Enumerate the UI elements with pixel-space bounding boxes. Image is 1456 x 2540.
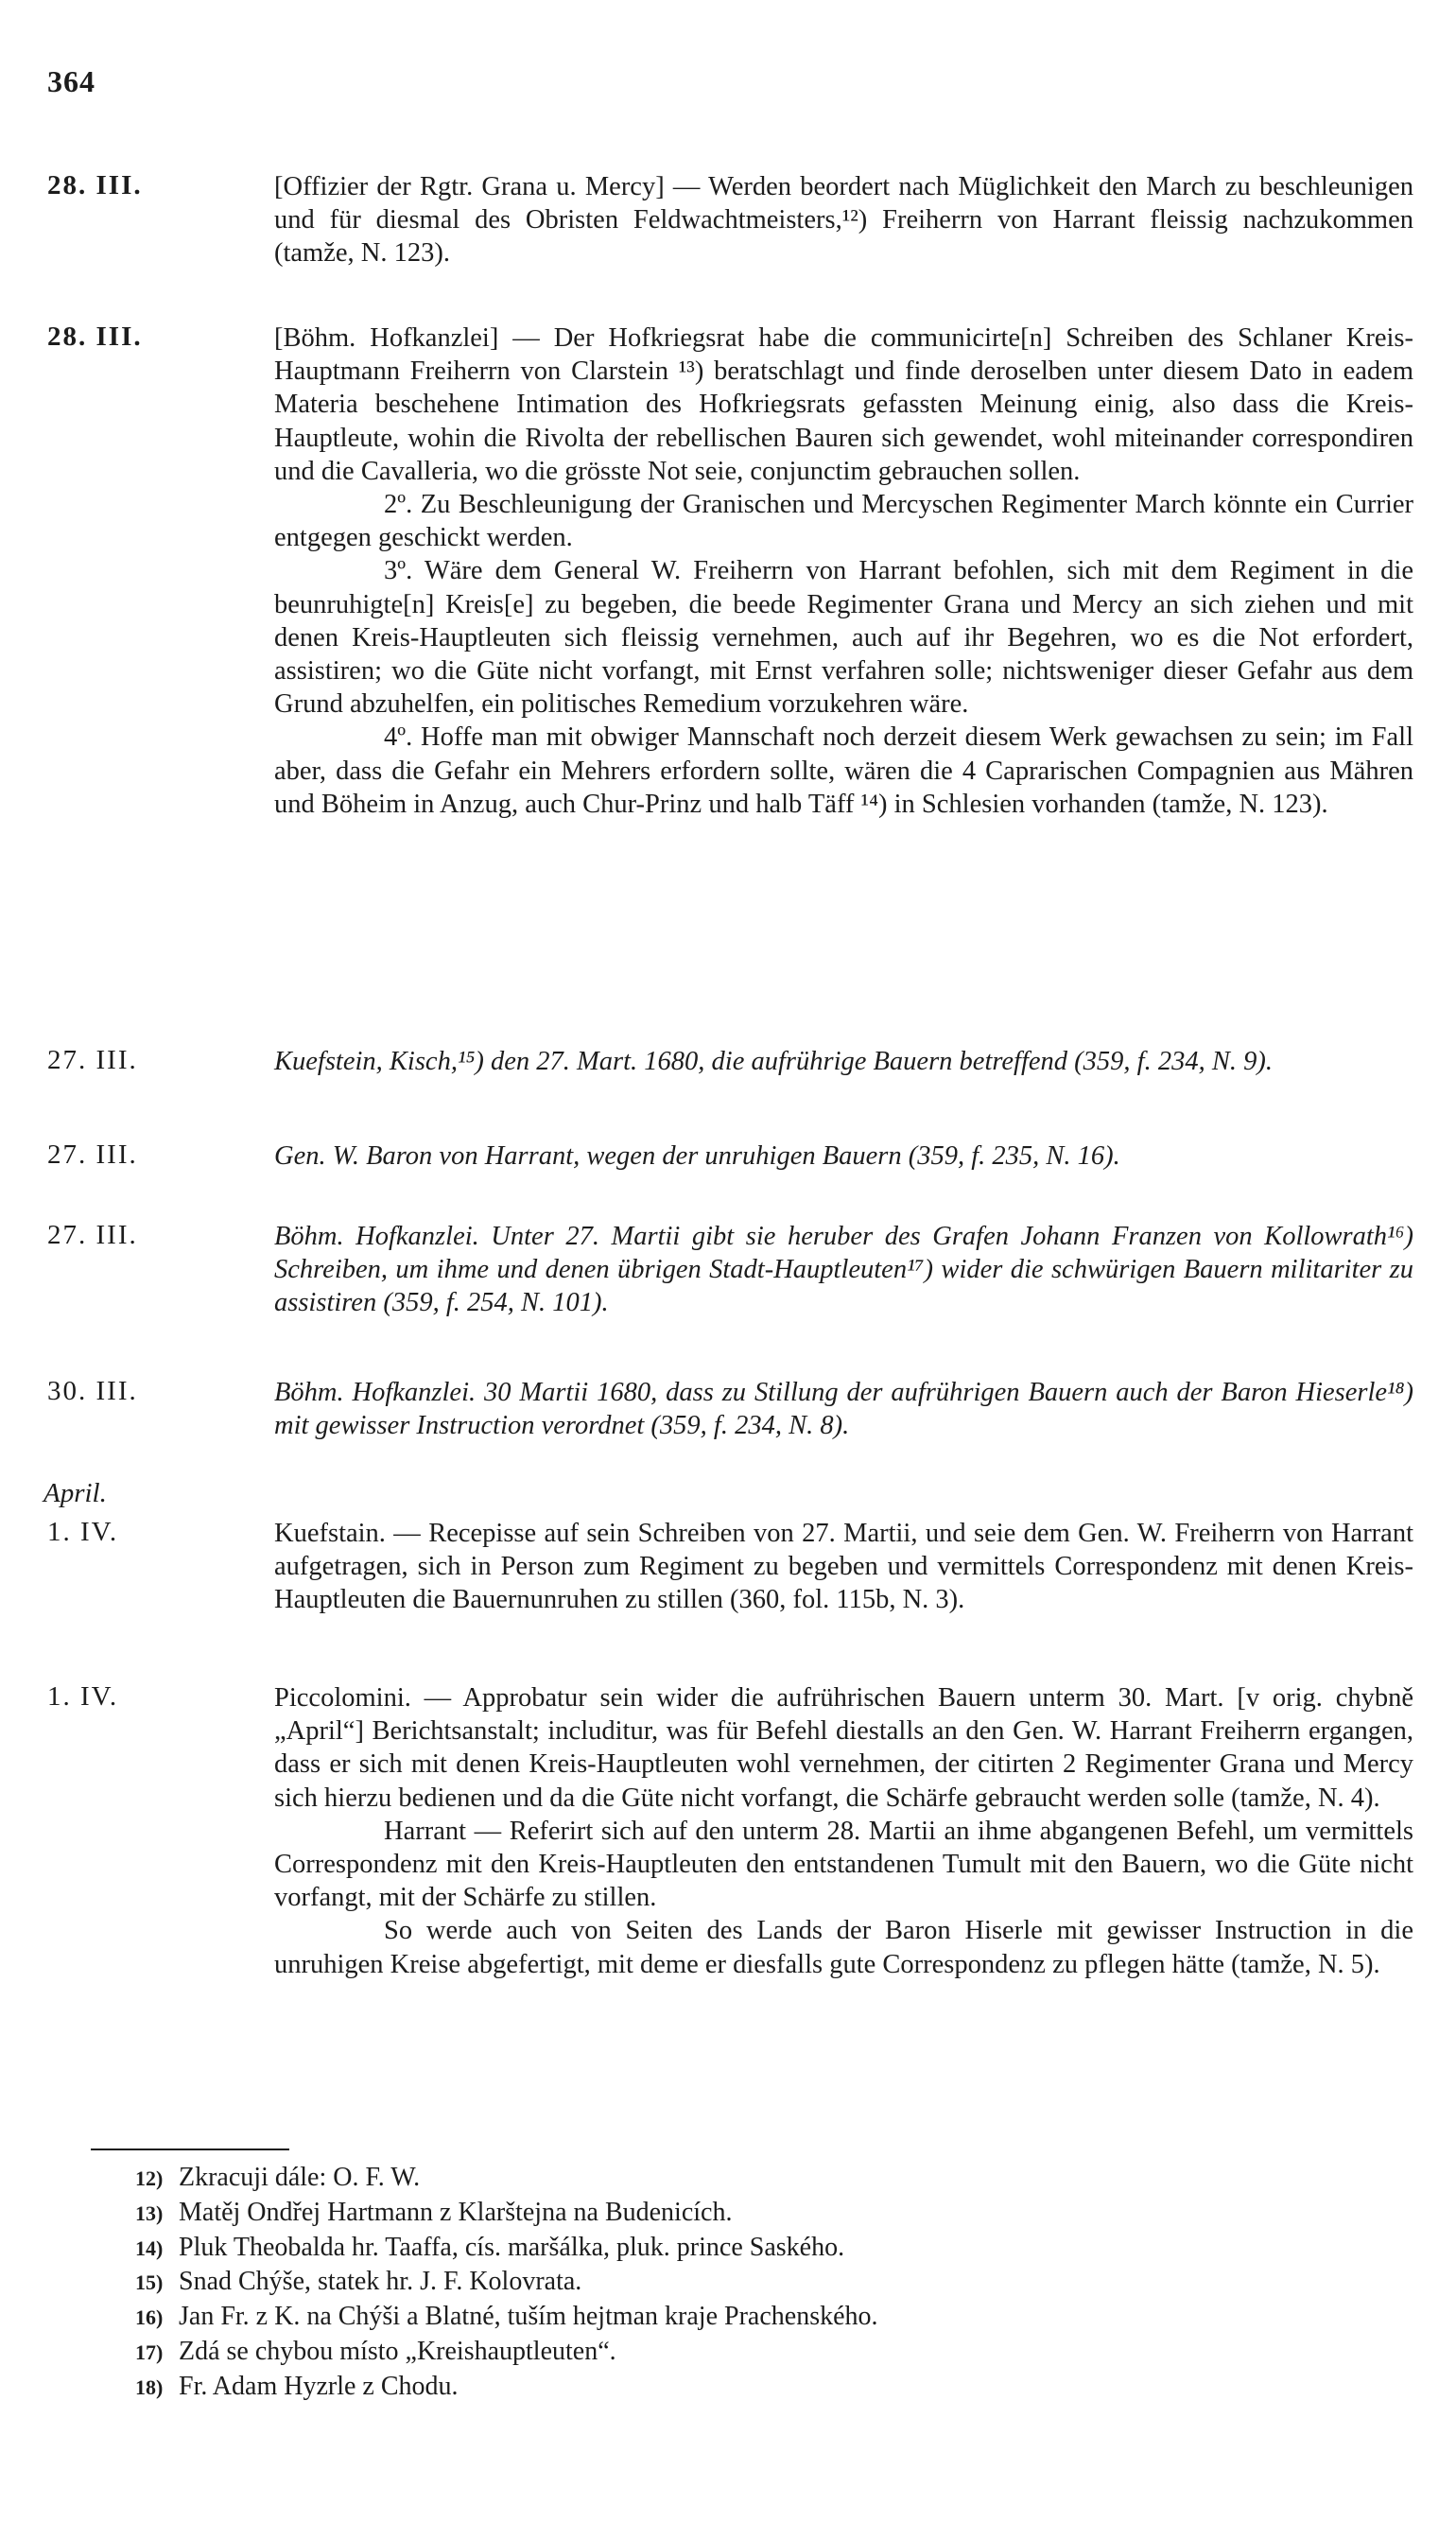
entry-text [274, 1140, 1413, 1173]
footnote-number: 13) [135, 2201, 164, 2225]
footnote-text: Zdá se chybou místo „Kreishauptleuten“. [179, 2336, 616, 2366]
footnote-number: 16) [135, 2305, 164, 2330]
entry-text [274, 170, 1413, 270]
entry-paragraph: [Offizier der Rgtr. Grana u. Mercy] — Werden beordert nach Müglichkeit den March zu beschleunigen und für diesmal des Obristen Feldwachtmeisters,¹²) Freiherrn von Harrant fleissig nachzukommen (tamže, N. 123). [274, 172, 1413, 269]
footnote [135, 2300, 1364, 2335]
footnote [135, 2335, 1364, 2370]
entry-paragraph: So werde auch von Seiten des Lands der Baron Hiserle mit gewisser Instruction in die unruhigen Kreise abgefertigt, mit deme er diesfalls gute Correspondenz zu pflegen hätte (tamže, N. 5). [274, 1916, 1413, 1979]
footnote-number: 17) [135, 2340, 164, 2364]
entry-text [274, 1045, 1413, 1078]
footnote-text: Jan Fr. z K. na Chýši a Blatné, tuším hejtman kraje Prachenského. [179, 2302, 878, 2332]
page-number: 364 [47, 64, 95, 98]
footnote [135, 2370, 1364, 2405]
entry-date: 1. IV. [47, 1517, 119, 1547]
footnotes [135, 2161, 1364, 2405]
entry-paragraph: Kuefstain. — Recepisse auf sein Schreiben von 27. Martii, und seie dem Gen. W. Freiherrn von Harrant aufgetragen, sich in Person zum Regiment zu begeben und vermittels Correspondenz mit denen Kreis-Hauptleuten die Bauernunruhen zu stillen (360, fol. 115b, N. 3). [274, 1519, 1413, 1615]
footnote-number: 14) [135, 2236, 164, 2260]
footnote-divider [91, 2149, 289, 2150]
footnote-text: Matěj Ondřej Hartmann z Klarštejna na Budenicích. [179, 2197, 733, 2227]
entry-paragraph: Böhm. Hofkanzlei. 30 Martii 1680, dass zu Stillung der aufrührigen Bauern auch der Baron Hieserle¹⁸) mit gewisser Instruction verordnet (359, f. 234, N. 8). [274, 1378, 1413, 1441]
entry-paragraph: Harrant — Referirt sich auf den unterm 28. Martii an ihme abgangenen Befehl, um vermittels Correspondenz mit den Kreis-Hauptleuten den entstandenen Tumult mit den Bauern, wo die Güte nicht vorfangt, mit der Schärfe zu stillen. [274, 1816, 1413, 1913]
entry-text [274, 1220, 1413, 1320]
entry-date: 30. III. [47, 1376, 138, 1406]
entry-paragraph: 3º. Wäre dem General W. Freiherrn von Harrant befohlen, sich mit dem Regiment in die beunruhigte[n] Kreis[e] zu begeben, die beede Regimenter Grana und Mercy an sich ziehen und mit denen Kreis-Hauptleuten sich fleissig vernehmen, auch auf ihr Begehren, wo es die Not erfordert, assistiren; wo die Güte nicht vorfangt, mit Ernst verfahren solle; nichtsweniger dieser Gefahr aus dem Grund abzuhelfen, ein politisches Remedium vorzukehren wäre. [274, 556, 1413, 720]
footnote-number: 12) [135, 2166, 164, 2190]
footnote [135, 2265, 1364, 2300]
entry-text [274, 1376, 1413, 1442]
entry-paragraph: Böhm. Hofkanzlei. Unter 27. Martii gibt sie heruber des Grafen Johann Franzen von Kollowrath¹⁶) Schreiben, um ihme und denen übrigen Stadt-Hauptleuten¹⁷) wider die schwürigen Bauern militariter zu assistiren (359, f. 254, N. 101). [274, 1222, 1413, 1318]
footnote-text: Snad Chýše, statek hr. J. F. Kolovrata. [179, 2267, 582, 2297]
entry-date: 1. IV. [47, 1681, 119, 1712]
entry-date: 28. III. [47, 322, 143, 352]
entry-text [274, 1517, 1413, 1617]
footnote-text: Pluk Theobalda hr. Taaffa, cís. maršálka, pluk. prince Saského. [179, 2232, 845, 2262]
footnote-number: 15) [135, 2270, 164, 2295]
entry-paragraph: 2º. Zu Beschleunigung der Granischen und Mercyschen Regimenter March könnte ein Currier entgegen geschickt werden. [274, 490, 1413, 553]
entry-text [274, 1681, 1413, 1981]
entry-paragraph: Kuefstein, Kisch,¹⁵) den 27. Mart. 1680, die aufrührige Bauern betreffend (359, f. 234, N. 9). [274, 1047, 1273, 1076]
month-label: April. [43, 1478, 107, 1508]
entry-text [274, 322, 1413, 821]
footnote-text: Zkracuji dále: O. F. W. [179, 2163, 421, 2192]
entry-date: 27. III. [47, 1140, 138, 1170]
footnote [135, 2161, 1364, 2196]
footnote-number: 18) [135, 2375, 164, 2399]
entry-date: 28. III. [47, 170, 143, 200]
entry-paragraph: Piccolomini. — Approbatur sein wider die aufrührischen Bauern unterm 30. Mart. [v orig. chybně „April“] Berichtsanstalt; includitur, was für Befehl diestalls an den Gen. W. Harrant Freiherrn ergangen, dass er sich mit denen Kreis-Hauptleuten wohl vernehmen, der citirten 2 Regimenter Grana und Mercy sich hierzu bedienen und da die Güte nicht vorfangt, die Schärfe gebraucht werden solle (tamže, N. 4). [274, 1683, 1413, 1813]
entry-date: 27. III. [47, 1045, 138, 1075]
entry-paragraph: Gen. W. Baron von Harrant, wegen der unruhigen Bauern (359, f. 235, N. 16). [274, 1141, 1120, 1171]
entry-date: 27. III. [47, 1220, 138, 1250]
entry-paragraph: 4º. Hoffe man mit obwiger Mannschaft noch derzeit diesem Werk gewachsen zu sein; im Fall aber, dass die Gefahr ein Mehrers erfordern sollte, wären die 4 Caprarischen Compagnien aus Mähren und Böheim in Anzug, auch Chur-Prinz und halb Täff ¹⁴) in Schlesien vorhanden (tamže, N. 123). [274, 722, 1413, 819]
footnote [135, 2231, 1364, 2266]
entry-paragraph: [Böhm. Hofkanzlei] — Der Hofkriegsrat habe die communicirte[n] Schreiben des Schlaner Kreis-Hauptmann Freiherrn von Clarstein ¹³) beratschlagt und finde deroselben unter diesem Dato in eadem Materia beschehene Intimation des Hofkriegsrats gefassten Meinung einig, also dass die Kreis-Hauptleute, wohin die Rivolta der rebellischen Bauren sich gewendet, wohl miteinander correspondiren und die Cavalleria, wo die grösste Not seie, conjunctim gebrauchen sollen. [274, 323, 1413, 486]
footnote-text: Fr. Adam Hyzrle z Chodu. [179, 2371, 459, 2401]
footnote [135, 2196, 1364, 2231]
